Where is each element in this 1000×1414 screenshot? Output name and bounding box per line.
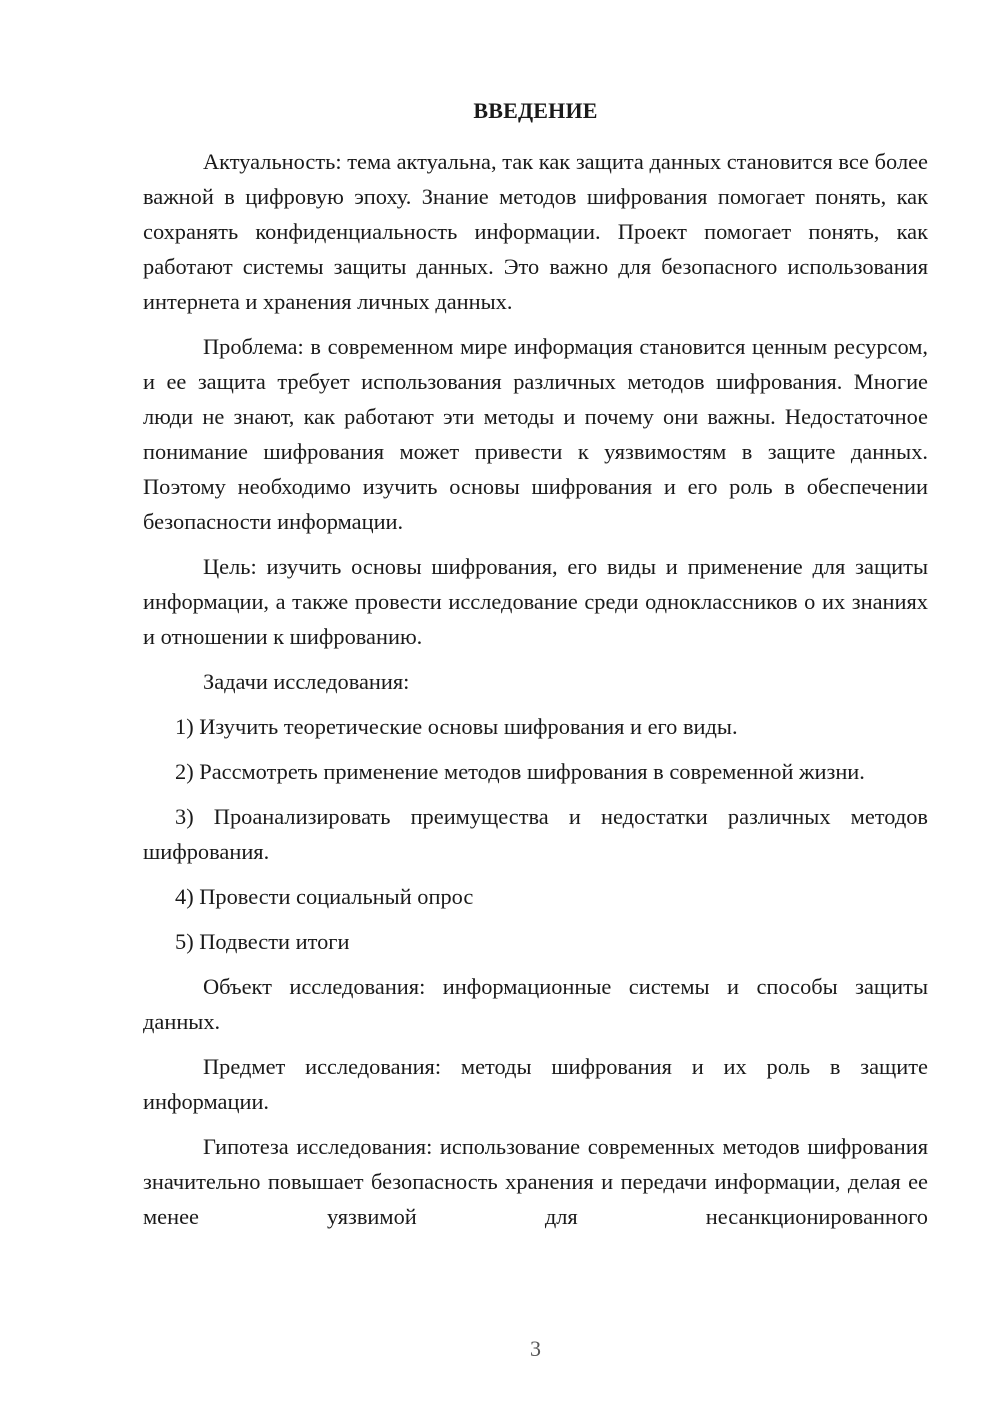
document-page bbox=[143, 0, 928, 1414]
section-heading: ВВЕДЕНИЕ bbox=[473, 98, 598, 123]
paragraph-tasks-heading: Задачи исследования: bbox=[203, 669, 410, 694]
task-item: 5) Подвести итоги bbox=[175, 929, 350, 954]
task-item: 2) Рассмотреть применение методов шифрования в современной жизни. bbox=[175, 759, 865, 784]
task-item: 4) Провести социальный опрос bbox=[175, 884, 474, 909]
paragraph-problem: Проблема: в современном мире информация становится ценным ресурсом, и ее защита требует использования различных методов шифрования. Многие люди не знают, как работают эти методы и почему они важны. Недостаточное понимание шифрования может привести к уязвимостям в защите данных. Поэтому необходимо изучить основы шифрования и его роль в обеспечении безопасности информации. bbox=[143, 334, 928, 534]
paragraph-object: Объект исследования: информационные системы и способы защиты данных. bbox=[143, 974, 928, 1034]
paragraph-relevance: Актуальность: тема актуальна, так как защита данных становится все более важной в цифровую эпоху. Знание методов шифрования помогает понять, как сохранять конфиденциальность информации. Проект помогает понять, как работают системы защиты данных. Это важно для безопасного использования интернета и хранения личных данных. bbox=[143, 149, 928, 314]
paragraph-hypothesis: Гипотеза исследования: использование современных методов шифрования значительно повышает безопасность хранения и передачи информации, делая ее менее уязвимой для несанкционированного bbox=[143, 1134, 928, 1229]
paragraph-subject: Предмет исследования: методы шифрования и их роль в защите информации. bbox=[143, 1054, 928, 1114]
document-body bbox=[143, 144, 928, 1234]
task-item: 3) Проанализировать преимущества и недостатки различных методов шифрования. bbox=[143, 804, 928, 864]
page-number: 3 bbox=[530, 1336, 541, 1361]
task-item: 1) Изучить теоретические основы шифрования и его виды. bbox=[175, 714, 738, 739]
paragraph-goal: Цель: изучить основы шифрования, его виды и применение для защиты информации, а также провести исследование среди одноклассников о их знаниях и отношении к шифрованию. bbox=[143, 554, 928, 649]
